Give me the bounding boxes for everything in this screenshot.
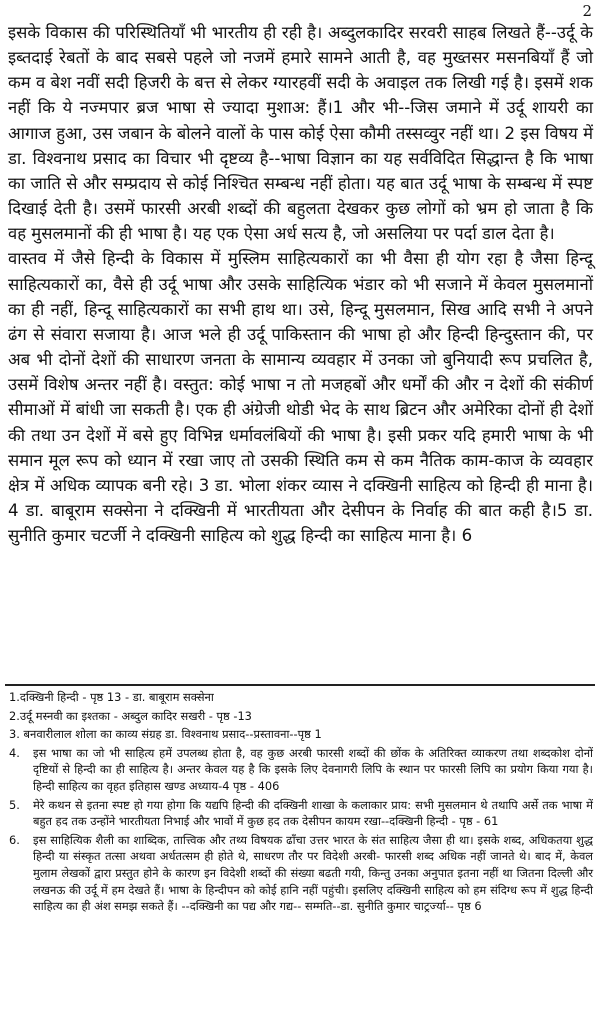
footnote-item	[9, 745, 593, 795]
footnote-item	[9, 726, 593, 743]
footnote-number: 2.	[9, 708, 20, 723]
footnotes	[9, 689, 593, 917]
footnote-text: दक्खिनी हिन्दी - पृष्ठ 13 - डा. बाबूराम सक्सेना	[19, 690, 214, 704]
footnote-number: 3.	[9, 727, 20, 742]
page-number: 2	[582, 2, 592, 20]
footnote-number: 6.	[9, 832, 20, 847]
body-paragraph: वास्तव में जैसे हिन्दी के विकास में मुस्लिम साहित्यकारों का भी वैसा ही योग रहा है जैसा हिन्दू साहित्यकारों का, वैसे ही उर्दू भाषा और उसके साहित्यिक भंडार को भी सजाने में केवल मुसलमानों का ही नहीं, हिन्दू साहित्यकारों का सभी हाथ था। उसे, हिन्दू मुसलमान, सिख आदि सभी ने अपने ढंग से संवारा सजाया है। आज भले ही उर्दू पाकिस्तान की भाषा हो और हिन्दी हिन्दुस्तान की, पर अब भी दोनों देशों की साधारण जनता के सामान्य व्यवहार में उनका जो बुनियादी रूप प्रचलित है, उसमें विशेष अन्तर नहीं है। वस्तुत: कोई भाषा न तो मजहबों और धर्मों की और न देशों की संकीर्ण सीमाओं में बांधी जा सकती है। एक ही अंग्रेजी थोडी भेद के साथ ब्रिटन और अमेरिका दोनों ही देशों की तथा उन देशों में बसे हुए विभिन्न धर्मावलंबियों की भाषा है। इसी प्रकर यदि हमारी भाषा के भी समान मूल रूप को ध्यान में रखा जाए तो उसकी स्थिति कम से कम नैतिक काम-काज के व्यवहार क्षेत्र में अधिक व्यापक बनी रहे। 3 डा. भोला शंकर व्यास ने दक्खिनी साहित्य को हिन्दी ही माना है।4 डा. बाबूराम सक्सेना ने दक्खिनी में भारतीयता और देसीपन के निर्वाह की बात कही है।5 डा. सुनीति कुमार चटर्जी ने दक्खिनी साहित्य को शुद्ध हिन्दी का साहित्य माना है। 6	[8, 249, 593, 546]
footnote-text: बनवारीलाल शोला का काव्य संग्रह डा. विश्वनाथ प्रसाद--प्रस्तावना--पृष्ठ 1	[23, 727, 322, 742]
footnote-divider	[5, 684, 595, 686]
footnote-item	[9, 797, 593, 830]
footnote-text: इस भाषा का जो भी साहित्य हमें उपलब्ध होता है, वह कुछ अरबी फारसी शब्दों की छोंक के अतिरिक्त व्याकरण तथा शब्दकोश दोनों दृष्टियों से हिन्दी का ही साहित्य है। अन्तर केवल यह है कि इसके लिए देवनागरी लिपि के स्थान पर फारसी लिपि का प्रयोग किया गया है। हिन्दी साहित्य का वृहत इतिहास खण्ड अध्याय-4 पृष्ठ - 406	[33, 745, 593, 793]
footnote-item	[9, 832, 593, 915]
footnote-number: 5.	[9, 797, 20, 812]
footnote-number: 4.	[9, 745, 20, 760]
footnote-text: उर्दू मस्नवी का इश्तका - अब्दुल कादिर सखरी - पृष्ठ -13	[19, 708, 252, 723]
footnote-item	[9, 708, 593, 725]
main-text	[8, 20, 593, 548]
footnote-list	[9, 689, 593, 915]
body-paragraph: इसके विकास की परिस्थितियाँ भी भारतीय ही रही है। अब्दुलकादिर सरवरी साहब लिखते हैं--उर्दू के इब्तदाई रेबतों के बाद सबसे पहले जो नजमें हमारे सामने आती है, वह मुख्तसर मसनबियाँ हैं जो कम व बेश नवीं सदी हिजरी के बत्त से लेकर ग्यारहवीं सदी के अवाइल तक लिखी गई है। इसमें शक नहीं कि ये नज्मपार ब्रज भाषा से ज्यादा मुशाअ: हैं।1 और भी--जिस जमाने में उर्दू शायरी का आगाज हुआ, उस जबान के बोलने वालों के पास कोई ऐसा कौमी तस्सव्वुर नहीं था। 2 इस विषय में डा. विश्वनाथ प्रसाद का विचार भी दृष्टव्य है--भाषा विज्ञान का यह सर्वविदित सिद्धान्त है कि भाषा का जाति से और सम्प्रदाय से कोई निश्चित सम्बन्ध नहीं होता। यह बात उर्दू भाषा के सम्बन्ध में स्पष्ट दिखाई देती है। उसमें फारसी अरबी शब्दों की बहुलता देखकर कुछ लोगों को भ्रम हो जाता है कि वह मुसलमानों की ही भाषा है। यह एक ऐसा अर्ध सत्य है, जो असलिया पर पर्दा डाल देता है।	[8, 23, 593, 244]
footnote-text: मेरे कथन से इतना स्पष्ट हो गया होगा कि यद्यपि हिन्दी की दक्खिनी शाखा के कलाकार प्राय: सभी मुसलमान थे तथापि अर्से तक भाषा में बहुत हद तक उन्होंने भारतीयता निभाई और भावों में कुछ हद तक देसीपन कायम रखा--दक्खिनी हिन्दी - पृष्ठ - 61	[33, 797, 593, 829]
footnote-text: इस साहित्यिक शैली का शाब्दिक, तात्त्विक और तथ्य विषयक ढाँचा उत्तर भारत के संत साहित्य जैसा ही था। इसके शब्द, अधिकतया शुद्ध हिन्दी या संस्कृत तत्सा अथवा अर्धतत्सम ही होते थे, साधरण तौर पर विदेशी अरबी- फारसी शब्द अधिक नहीं जानते थे। बाद में, केवल मुलाम लेखकों द्वारा प्रस्तुत होने के कारण इन विदेशी शब्दों की संख्या बढती गयी, किन्तु उनका अनुपात इतना नहीं था जितना दिल्ली और लखनऊ की उर्दू में हम देखते हैं। भाषा के हिन्दीपन को कोई हानि नहीं पहुंची। इसलिए दक्खिनी साहित्य को हम संदिग्ध रूप में शुद्ध हिन्दी साहित्य का ही अंश समझ सकते हैं। --दक्खिनी का पद्य और गद्य-- सम्मति--डा. सुनीति कुमार चाट्रर्ज्या-- पृष्ठ 6	[33, 832, 593, 914]
footnote-item	[9, 689, 593, 706]
footnote-number: 1.	[9, 690, 20, 704]
